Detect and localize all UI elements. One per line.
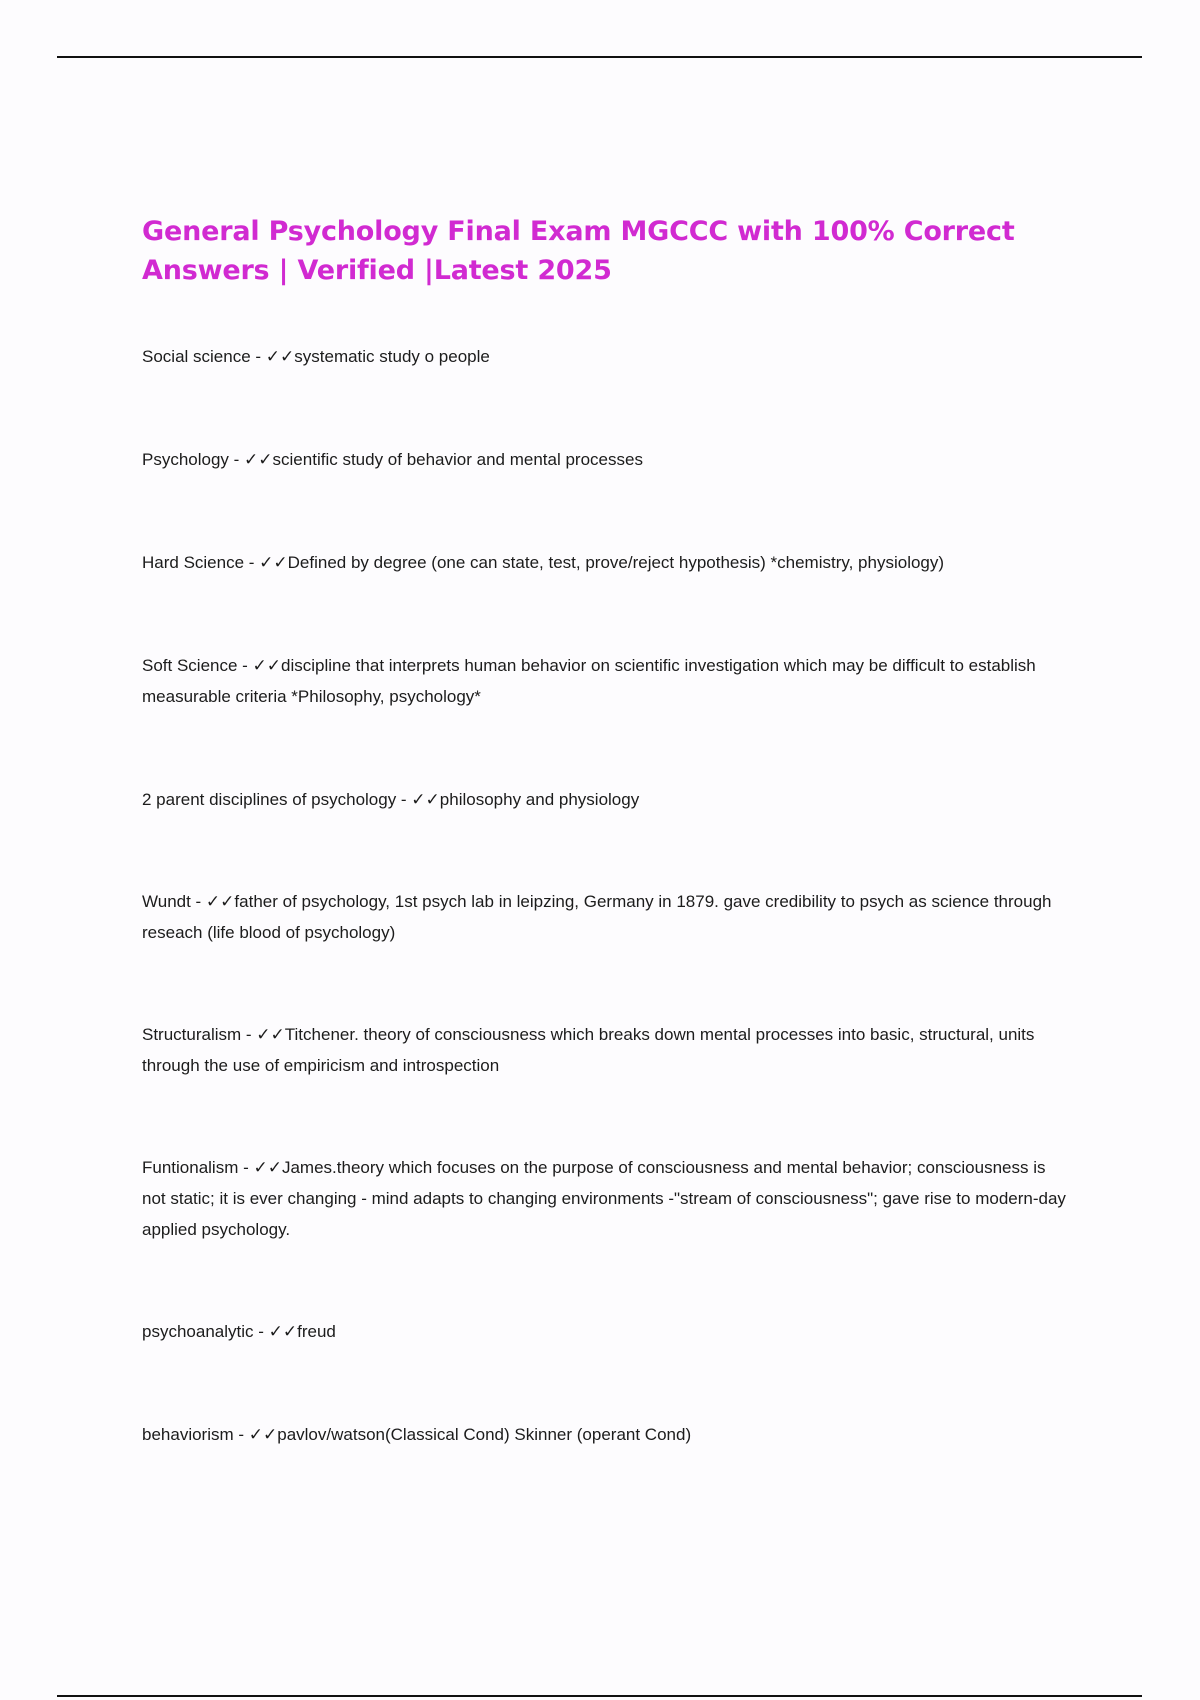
bottom-rule bbox=[57, 1695, 1142, 1697]
flashcard-entry: behaviorism - ✓✓pavlov/watson(Classical Cond) Skinner (operant Cond) bbox=[142, 1425, 692, 1444]
flashcard-entry: Soft Science - ✓✓discipline that interprets human behavior on scientific investigation which may be difficult to establish measurable criteria *Philosophy, psychology* bbox=[142, 656, 1036, 706]
flashcard-entry: Social science - ✓✓systematic study o people bbox=[142, 347, 490, 366]
flashcard-entry: Psychology - ✓✓scientific study of behavior and mental processes bbox=[142, 450, 643, 469]
flashcard-entry: Wundt - ✓✓father of psychology, 1st psych lab in leipzing, Germany in 1879. gave credibility to psych as science through reseach (life blood of psychology) bbox=[142, 892, 1052, 942]
flashcard-entry: 2 parent disciplines of psychology - ✓✓philosophy and physiology bbox=[142, 790, 640, 809]
document-title: General Psychology Final Exam MGCCC with 100% Correct Answers | Verified |Latest 2025 bbox=[142, 216, 1015, 286]
flashcard-entry: psychoanalytic - ✓✓freud bbox=[142, 1322, 336, 1341]
flashcard-entry: Structuralism - ✓✓Titchener. theory of consciousness which breaks down mental processes into basic, structural, units through the use of empiricism and introspection bbox=[142, 1025, 1035, 1075]
flashcard-entry: Hard Science - ✓✓Defined by degree (one can state, test, prove/reject hypothesis) *chemistry, physiology) bbox=[142, 553, 945, 572]
top-rule bbox=[57, 56, 1142, 58]
flashcard-entry: Funtionalism - ✓✓James.theory which focuses on the purpose of consciousness and mental behavior; consciousness is not static; it is ever changing - mind adapts to changing environments -"stream of consciousness"; gave rise to modern-day applied psychology. bbox=[142, 1158, 1066, 1239]
